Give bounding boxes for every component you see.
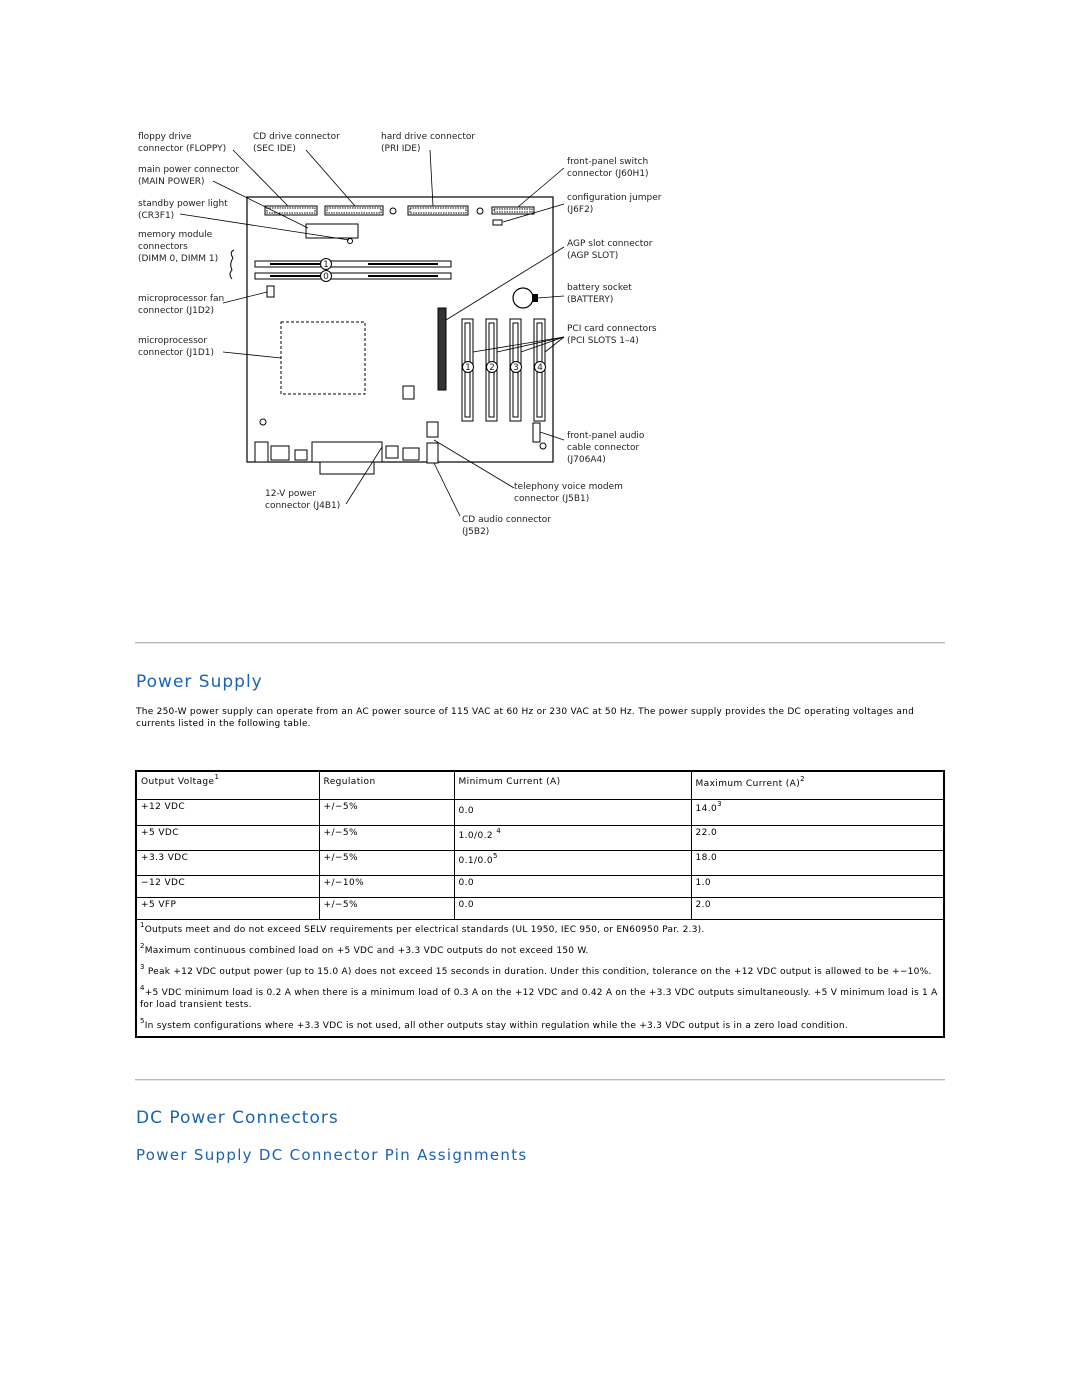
label-hard-drive: hard drive connector (PRI IDE) [381,132,476,154]
label-cd-drive: CD drive connector (SEC IDE) [253,132,340,154]
system-board-outline [247,197,553,462]
pin-assignments-heading: Power Supply DC Connector Pin Assignments [136,1146,528,1164]
table-cell: +/−5% [319,826,454,851]
section-divider [135,642,945,644]
battery-socket [513,288,533,308]
table-cell: +/−5% [319,898,454,920]
label-memory-connectors: memory module connectors (DIMM 0, DIMM 1) [138,230,219,264]
dimm-number-1: 1 [323,260,329,270]
pci-number-1: 1 [465,363,471,373]
front-panel-switch-connector [492,207,534,214]
table-header-row [136,771,944,800]
telephony-connector [427,443,438,463]
agp-slot [438,308,446,390]
label-battery: battery socket (BATTERY) [567,283,632,305]
pci-number-2: 2 [489,363,495,373]
table-cell: 18.0 [691,851,944,876]
cpu-fan-connector [267,286,274,297]
back-port-1 [255,442,268,462]
table-cell: 2.0 [691,898,944,920]
table-cell: 22.0 [691,826,944,851]
cd-audio-connector [427,422,438,437]
config-jumper [493,220,502,225]
footnote: $^5$In system configurations where +3.3 VDC is not used, all other outputs stay within regulation while the +3.3 VDC output is in a zero load condition. [140,1017,848,1031]
dimm-number-0: 0 [323,272,329,282]
table-cell: 1.0/0.2 $^4$ [454,826,691,851]
label-main-power: main power connector (MAIN POWER) [138,165,240,187]
pri-ide-connector [408,206,468,215]
table-cell: 0.0 [454,876,691,898]
table-notes [136,920,944,1038]
power-supply-table [135,770,945,1038]
table-header-cell: Output Voltage$^1$ [136,771,319,800]
footnote: $^3$ Peak +12 VDC output power (up to 15.0 A) does not exceed 15 seconds in duration. Under this condition, tolerance on the +12 VDC output is allowed to be +−10%. [140,963,932,977]
label-front-panel-switch: front-panel switch connector (J60H1) [567,157,649,179]
table-cell: 0.0 [454,898,691,920]
table-row [136,876,944,898]
table-row [136,898,944,920]
table-row [136,800,944,826]
table-header-cell: Regulation [319,771,454,800]
label-pci-slots: PCI card connectors (PCI SLOTS 1–4) [567,324,657,346]
power-supply-heading: Power Supply [136,672,263,692]
back-port-2 [271,446,289,460]
system-board-diagram [130,120,670,550]
parallel-port [312,442,382,462]
table-cell: +/−10% [319,876,454,898]
table-cell: +12 VDC [136,800,319,826]
table-cell: +/−5% [319,851,454,876]
label-config-jumper: configuration jumper (J6F2) [567,193,662,215]
small-chip [403,386,414,399]
table-cell: +5 VFP [136,898,319,920]
table-cell: +5 VDC [136,826,319,851]
table-cell: −12 VDC [136,876,319,898]
dc-power-connectors-heading: DC Power Connectors [136,1108,339,1128]
label-12v-power: 12-V power connector (J4B1) [265,489,341,511]
label-standby-light: standby power light (CR3F1) [138,199,228,221]
footnote: $^1$Outputs meet and do not exceed SELV requirements per electrical standards (UL 1950, IEC 950, or EN60950 Par. 2.3). [140,921,705,935]
front-panel-audio-connector [533,423,540,442]
power-supply-intro: The 250-W power supply can operate from an AC power source of 115 VAC at 60 Hz or 230 VAC at 50 Hz. The power supply provides the DC operating voltages and currents listed in the following table. [136,707,915,729]
label-cpu-fan: microprocessor fan connector (J1D2) [138,294,225,316]
table-cell: 0.0 [454,800,691,826]
label-telephony: telephony voice modem connector (J5B1) [514,482,623,504]
standby-power-light [348,239,353,244]
label-cd-audio: CD audio connector (J5B2) [462,515,551,537]
label-floppy: floppy drive connector (FLOPPY) [138,132,227,154]
back-port-5 [403,448,419,460]
table-row [136,851,944,876]
back-port-4 [386,446,398,458]
table-header-cell: Minimum Current (A) [454,771,691,800]
table-cell: $0.1/0.0^5$ [454,851,691,876]
footnote: $^2$Maximum continuous combined load on +5 VDC and +3.3 VDC outputs do not exceed 150 W. [140,942,589,956]
table-row [136,826,944,851]
label-agp-slot: AGP slot connector (AGP SLOT) [567,239,653,261]
table-cell: +/−5% [319,800,454,826]
pci-number-4: 4 [537,363,543,373]
section-divider [135,1079,945,1081]
footnote: $^4$+5 VDC minimum load is 0.2 A when there is a minimum load of 0.3 A on the +12 VDC and 0.42 A on the +3.3 VDC outputs simultaneously. +5 V minimum load is 1 A for load transient tests. [140,984,938,1010]
table-cell: 14.0$^3$ [691,800,944,826]
pci-number-3: 3 [513,363,519,373]
table-cell: +3.3 VDC [136,851,319,876]
table-header-cell: Maximum Current $(A)^2$ [691,771,944,800]
label-microprocessor: microprocessor connector (J1D1) [138,336,215,358]
main-power-connector [306,224,358,238]
label-front-panel-audio: front-panel audio cable connector (J706A4) [567,431,645,465]
table-cell: 1.0 [691,876,944,898]
table-notes-row [136,920,944,1038]
back-port-3 [295,450,307,460]
sec-ide-connector [325,206,383,215]
